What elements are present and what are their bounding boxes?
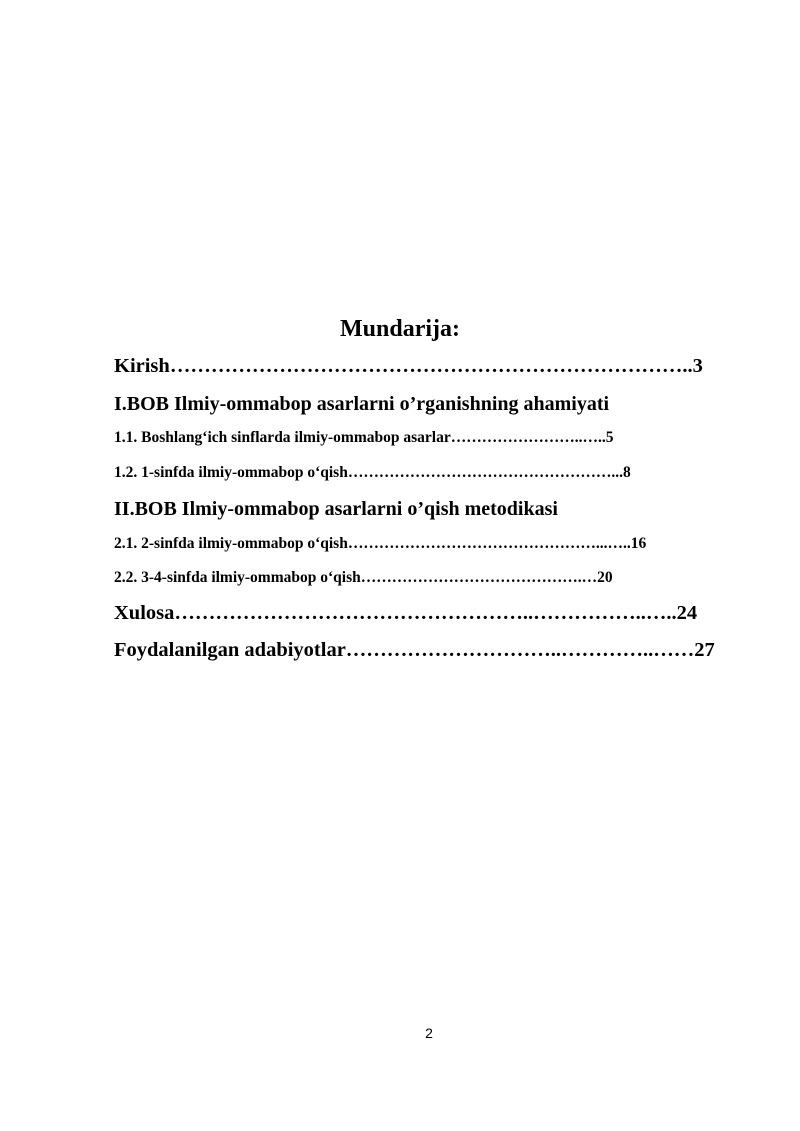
toc-entry-section-1-1: 1.1. Boshlang‘ich sinflarda ilmiy-ommabop asarlar……………………..…..5 bbox=[114, 429, 614, 446]
toc-entry-section-2-1: 2.1. 2-sinfda ilmiy-ommabop o‘qish…………………………………………...…..16 bbox=[114, 535, 647, 552]
toc-chapter-1-heading: I.BOB Ilmiy-ommabop asarlarni o’rganishning ahamiyati bbox=[114, 393, 610, 415]
toc-chapter-2-heading: II.BOB Ilmiy-ommabop asarlarni o’qish metodikasi bbox=[114, 498, 558, 520]
toc-entry-references: Foydalanilgan adabiyotlar…………………………..…………..……27 bbox=[114, 639, 715, 661]
toc-title: Mundarija: bbox=[340, 316, 460, 342]
toc-entry-section-1-2: 1.2. 1-sinfda ilmiy-ommabop o‘qish……………………………………………...8 bbox=[114, 464, 631, 481]
page-number: 2 bbox=[425, 1025, 433, 1041]
toc-entry-introduction: Kirish…………………………………………………………………..3 bbox=[114, 355, 703, 377]
toc-entry-section-2-2: 2.2. 3-4-sinfda ilmiy-ommabop o‘qish…………………………………….…20 bbox=[114, 569, 613, 586]
toc-entry-conclusion: Xulosa……………………………………………..……………..…..24 bbox=[114, 602, 698, 624]
